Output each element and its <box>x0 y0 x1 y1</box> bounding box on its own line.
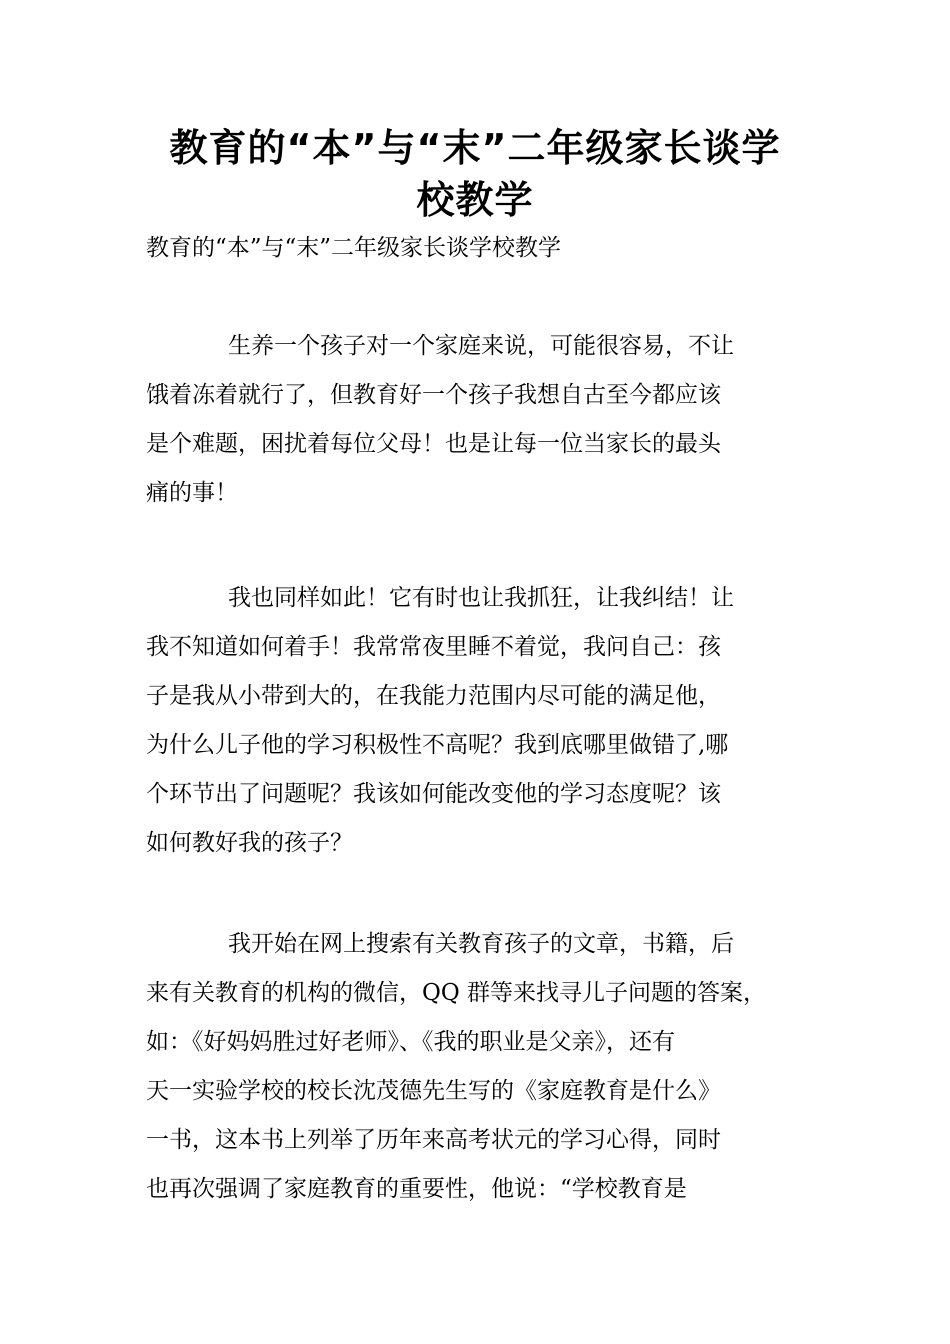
paragraph-line: 天一实验学校的校长沈茂德先生写的《家庭教育是什么》 <box>146 1078 721 1104</box>
document-title <box>140 122 810 226</box>
paragraph-1 <box>146 322 810 518</box>
paragraph-line: 子是我从小带到大的，在我能力范围内尽可能的满足他， <box>146 683 721 709</box>
title-line-2: 校教学 <box>416 178 534 222</box>
paragraph-2 <box>146 574 810 868</box>
paragraph-line: 是个难题，困扰着每位父母！也是让每一位当家长的最头 <box>146 431 721 457</box>
paragraph-line: 为什么儿子他的学习积极性不高呢？我到底哪里做错了,哪 <box>146 732 729 758</box>
paragraph-line: 痛的事！ <box>146 480 238 506</box>
title-line-1: 教育的“本”与“末”二年级家长谈学 <box>169 126 781 170</box>
paragraph-line: 我也同样如此！它有时也让我抓狂，让我纠结！让 <box>228 585 734 611</box>
paragraph-line: 如：《好妈妈胜过好老师》、《我的职业是父亲》，还有 <box>146 1029 675 1055</box>
paragraph-line: 生养一个孩子对一个家庭来说，可能很容易，不让 <box>228 333 734 359</box>
paragraph-line: 如何教好我的孩子？ <box>146 830 353 856</box>
paragraph-line: 我不知道如何着手！我常常夜里睡不着觉，我问自己：孩 <box>146 634 721 660</box>
paragraph-3 <box>146 920 810 1214</box>
paragraph-line: 来有关教育的机构的微信，QQ 群等来找寻儿子问题的答案， <box>146 980 767 1006</box>
paragraph-line: 饿着冻着就行了，但教育好一个孩子我想自古至今都应该 <box>146 382 721 408</box>
paragraph-line: 我开始在网上搜索有关教育孩子的文章，书籍，后 <box>228 931 734 957</box>
paragraph-line: 一书，这本书上列举了历年来高考状元的学习心得，同时 <box>146 1127 721 1153</box>
document-subtitle: 教育的“本”与“末”二年级家长谈学校教学 <box>146 235 562 261</box>
paragraph-line: 也再次强调了家庭教育的重要性，他说：“学校教育是 <box>146 1176 687 1202</box>
paragraph-line: 个环节出了问题呢？我该如何能改变他的学习态度呢？该 <box>146 781 721 807</box>
